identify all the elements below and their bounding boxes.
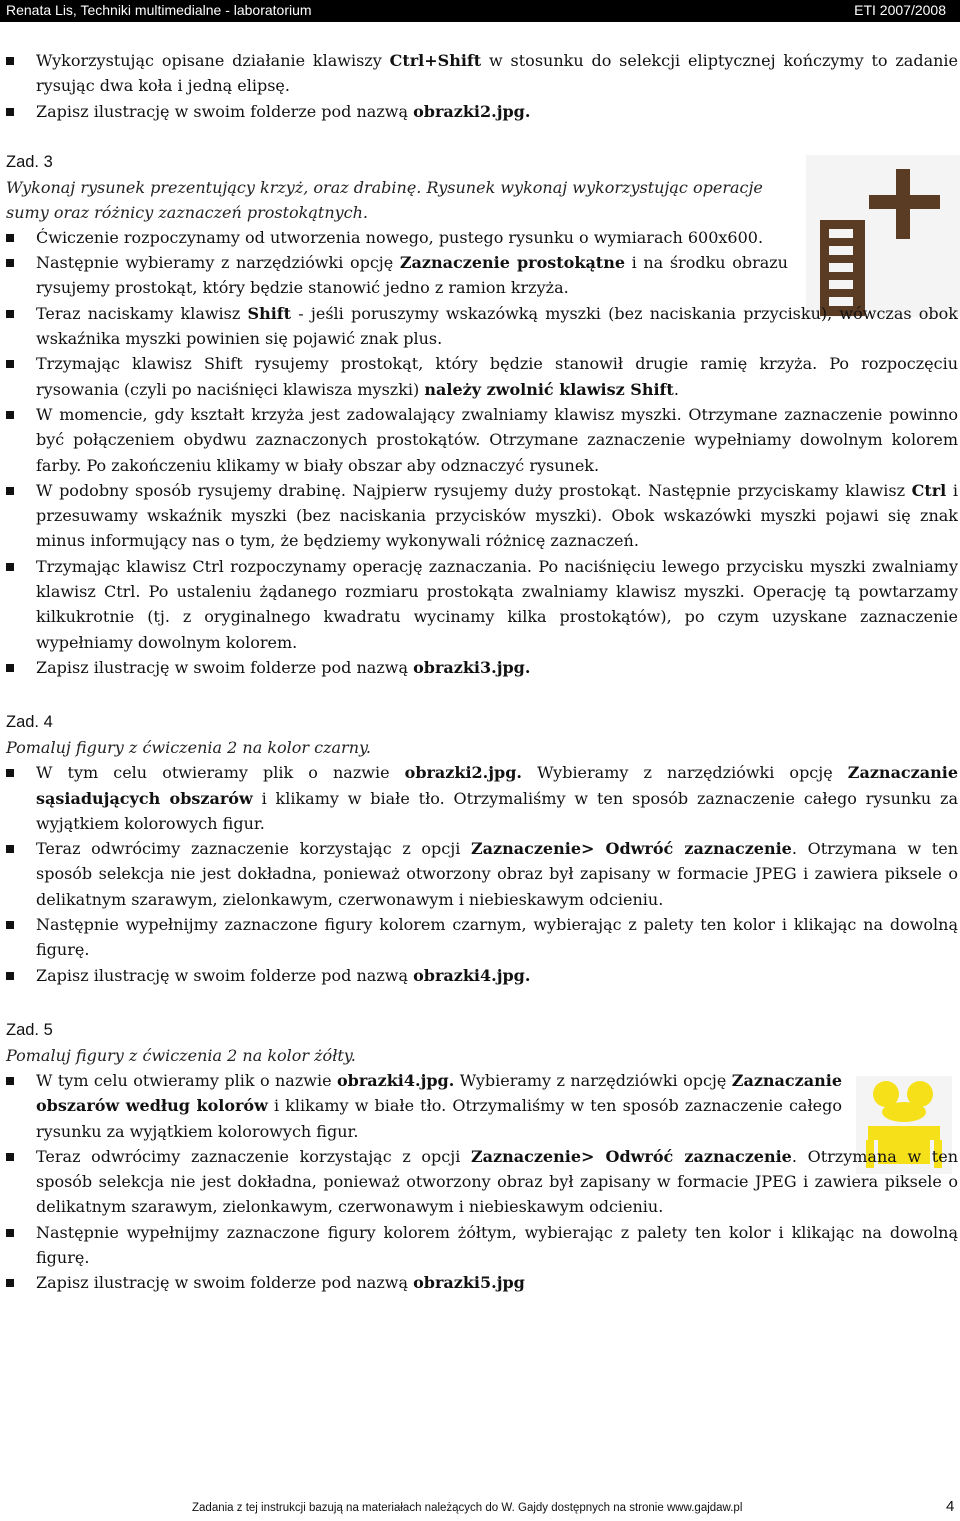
bullet-icon [6,310,14,318]
bullet-icon [6,1279,14,1287]
bullet-icon [6,972,14,980]
section-title: Zad. 5 [6,1020,53,1039]
list-item: W momencie, gdy kształt krzyża jest zadowalający zwalniamy klawisz myszki. Otrzymane zaznaczenie powinno być połączeniem obydwu zaznaczonych prostokątów. Otrzymane zaznaczenie wypełniamy dowolnym kolorem farby. Po zakończeniu klikamy w biały obszar aby odznaczyć rysunek. [6,402,958,478]
section-intro: Pomaluj figury z ćwiczenia 2 na kolor żółty. [6,1045,356,1065]
list-item: Trzymając klawisz Ctrl rozpoczynamy operację zaznaczania. Po naciśnięciu lewego przycisku myszki zwalniamy klawisz Ctrl. Po ustaleniu żądanego rozmiaru prostokąta zwalniamy klawisz myszki. Operację tą powtarzamy kilkukrotnie (tj. z oryginalnego kwadratu wycinamy kilka prostokątów), po czym uzyskane zaznaczenie wypełniamy dowolnym kolorem. [6,554,958,655]
bullet-icon [6,1153,14,1161]
list-item: Teraz naciskamy klawisz Shift - jeśli poruszymy wskazówką myszki (bez naciskania przycisku), wówczas obok wskaźnika myszki powinien się pojawić znak plus. [6,301,958,352]
section-title: Zad. 3 [6,152,53,171]
list-item: Zapisz ilustrację w swoim folderze pod nazwą obrazki2.jpg. [6,99,958,124]
bullet-icon [6,769,14,777]
list-item: Następnie wypełnijmy zaznaczone figury kolorem żółtym, wybierając z palety ten kolor i klikając na dowolną figurę. [6,1220,958,1271]
list-item: Wykorzystując opisane działanie klawiszy Ctrl+Shift w stosunku do selekcji eliptycznej kończymy to zadanie rysując dwa koła i jedną elipsę. [6,48,958,99]
bullet-icon [6,563,14,571]
list-item: Ćwiczenie rozpoczynamy od utworzenia nowego, pustego rysunku o wymiarach 600x600. [6,225,788,250]
bullet-icon [6,1229,14,1237]
page-number: 4 [946,1498,955,1515]
section-title: Zad. 4 [6,713,53,732]
bullet-icon [6,845,14,853]
bullet-icon [6,1077,14,1085]
bullet-icon [6,57,14,65]
section-intro: Pomaluj figury z ćwiczenia 2 na kolor czarny. [6,738,372,758]
bullet-icon [6,234,14,242]
list-item: Zapisz ilustrację w swoim folderze pod nazwą obrazki5.jpg [6,1270,958,1295]
document-body [6,48,958,1296]
list-item: W podobny sposób rysujemy drabinę. Najpierw rysujemy duży prostokąt. Następnie przyciskamy klawisz Ctrl i przesuwamy wskaźnik myszki (bez naciskania przycisków myszki). Obok wskazówki myszki pojawi się znak minus informujący nas o tym, że będziemy wykonywali różnicę zaznaczeń. [6,478,958,554]
list-item: Zapisz ilustrację w swoim folderze pod nazwą obrazki3.jpg. [6,655,958,680]
bullet-icon [6,259,14,267]
header-author: Renata Lis, Techniki multimedialne - laboratorium [6,2,312,18]
bullet-icon [6,921,14,929]
list-item: Następnie wybieramy z narzędziówki opcję Zaznaczenie prostokątne i na środku obrazu rysujemy prostokąt, który będzie stanowić jedno z ramion krzyża. [6,250,788,301]
page-header [0,0,960,22]
list-item: W tym celu otwieramy plik o nazwie obrazki2.jpg. Wybieramy z narzędziówki opcję Zaznaczanie sąsiadujących obszarów i klikamy w białe tło. Otrzymaliśmy w ten sposób zaznaczenie całego rysunku za wyjątkiem kolorowych figur. [6,760,958,836]
list-item: Następnie wypełnijmy zaznaczone figury kolorem czarnym, wybierając z palety ten kolor i klikając na dowolną figurę. [6,912,958,963]
list-item: Trzymając klawisz Shift rysujemy prostokąt, który będzie stanowił drugie ramię krzyża. Po rozpoczęciu rysowania (czyli po naciśnięci klawisza myszki) należy zwolnić klawisz Shift. [6,351,958,402]
bullet-icon [6,360,14,368]
list-item: Zapisz ilustrację w swoim folderze pod nazwą obrazki4.jpg. [6,963,958,988]
bullet-icon [6,411,14,419]
page-footer [0,1490,960,1521]
section-intro: Wykonaj rysunek prezentujący krzyż, oraz drabinę. Rysunek wykonaj wykorzystując operacje sumy oraz różnicy zaznaczeń prostokątnych. [6,177,763,222]
bullet-icon [6,664,14,672]
list-item: Teraz odwrócimy zaznaczenie korzystając z opcji Zaznaczenie> Odwróć zaznaczenie. Otrzymana w ten sposób selekcja nie jest dokładna, ponieważ otworzony obraz był zapisany w formacie JPEG i zawiera piksele o delikatnym szarawym, zielonkawym, czerwonawym i niebieskawym odcieniu. [6,1144,958,1220]
header-course: ETI 2007/2008 [854,2,946,18]
list-item: Teraz odwrócimy zaznaczenie korzystając z opcji Zaznaczenie> Odwróć zaznaczenie. Otrzymana w ten sposób selekcja nie jest dokładna, ponieważ otworzony obraz był zapisany w formacie JPEG i zawiera piksele o delikatnym szarawym, zielonkawym, czerwonawym i niebieskawym odcieniu. [6,836,958,912]
footer-note: Zadania z tej instrukcji bazują na materiałach należących do W. Gajdy dostępnych na stronie www.gajdaw.pl [192,1502,743,1514]
list-item: W tym celu otwieramy plik o nazwie obrazki4.jpg. Wybieramy z narzędziówki opcję Zaznaczanie obszarów według kolorów i klikamy w białe tło. Otrzymaliśmy w ten sposób zaznaczenie całego rysunku za wyjątkiem kolorowych figur. [6,1068,842,1144]
bullet-icon [6,108,14,116]
bullet-icon [6,487,14,495]
